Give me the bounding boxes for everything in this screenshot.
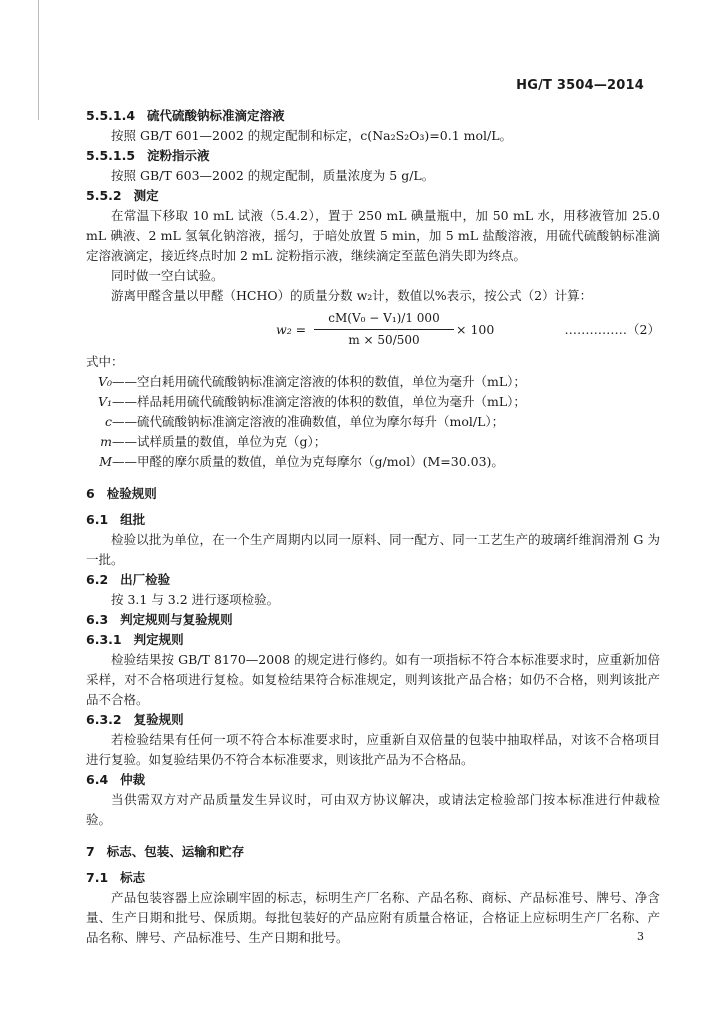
formula-tail: × 100 (456, 322, 495, 337)
heading-7: 7 标志、包装、运输和贮存 (86, 844, 245, 859)
heading-71: 7.1 标志 (86, 870, 146, 885)
para-631: 检验结果按 GB/T 8170—2008 的规定进行修约。如有一项指标不符合本标准要求时，应重新加倍采样，对不合格项进行复检。如复检结果符合标准规定，则判该批产品合格；如仍不合格，则判该批产品不合格。 (86, 652, 660, 707)
para-71: 产品包装容器上应涂刷牢固的标志，标明生产厂名称、产品名称、商标、产品标准号、牌号、净含量、生产日期和批号、保质期。每批包装好的产品应附有质量合格证，合格证上应标明生产厂名称、产品名称、牌号、产品标准号、生产日期和批号。 (86, 890, 660, 945)
page-number: 3 (637, 930, 644, 943)
heading-6: 6 检验规则 (86, 486, 157, 501)
standard-code: HG/T 3504—2014 (516, 78, 644, 93)
var-c: c——硫代硫酸钠标准滴定溶液的准确数值，单位为摩尔每升（mol/L）； (104, 414, 505, 429)
heading-552: 5.5.2 测定 (86, 188, 159, 203)
formula-2 (86, 308, 660, 348)
para-5515: 按照 GB/T 603—2002 的规定配制，质量浓度为 5 g/L。 (111, 168, 435, 183)
heading-61: 6.1 组批 (86, 512, 146, 527)
heading-631: 6.3.1 判定规则 (86, 632, 184, 647)
formula-denominator: m × 50/500 (348, 333, 420, 347)
var-m: m——试样质量的数值，单位为克（g）； (100, 434, 327, 449)
formula-fraction (314, 308, 454, 350)
para-632: 若检验结果有任何一项不符合本标准要求时，应重新自双倍量的包装中抽取样品，对该不合格项目进行复验。如复验结果仍不符合本标准要求，则该批产品为不合格品。 (86, 732, 660, 767)
heading-5514: 5.5.1.4 硫代硫酸钠标准滴定溶液 (86, 108, 285, 123)
heading-63: 6.3 判定规则与复验规则 (86, 612, 233, 627)
para-62: 按 3.1 与 3.2 进行逐项检验。 (111, 592, 280, 607)
para-552-1: 在常温下移取 10 mL 试液（5.4.2），置于 250 mL 碘量瓶中，加 50 mL 水，用移液管加 25.0 mL 碘液、2 mL 氢氧化钠溶液，摇匀，于暗处放置 5 min，加 5 mL 盐酸溶液，用硫代硫酸钠标准滴定溶液滴定，接近终点时加 2 mL 淀粉指示液，继续滴定至蓝色消失即为终点。 (86, 208, 660, 263)
heading-632: 6.3.2 复验规则 (86, 712, 184, 727)
heading-62: 6.2 出厂检验 (86, 572, 171, 587)
formula-number: ……………（2） (564, 322, 660, 337)
var-M: M——甲醛的摩尔质量的数值，单位为克每摩尔（g/mol）(M=30.03)。 (99, 454, 504, 469)
heading-64: 6.4 仲裁 (86, 772, 146, 787)
var-v0: V₀——空白耗用硫代硫酸钠标准滴定溶液的体积的数值，单位为毫升（mL）； (97, 374, 526, 389)
para-5514: 按照 GB/T 601—2002 的规定配制和标定，c(Na₂S₂O₃)=0.1 mol/L。 (111, 128, 513, 143)
binding-line (38, 0, 39, 120)
heading-5515: 5.5.1.5 淀粉指示液 (86, 148, 210, 163)
page-content (86, 106, 660, 948)
formula-numerator: cM(V₀ − V₁)/1 000 (314, 308, 454, 330)
para-61: 检验以批为单位，在一个生产周期内以同一原料、同一配方、同一工艺生产的玻璃纤维润滑剂 G 为一批。 (86, 532, 660, 567)
para-552-3: 游离甲醛含量以甲醛（HCHO）的质量分数 w₂计，数值以%表示，按公式（2）计算： (111, 288, 593, 303)
formula-lhs: w₂ = (276, 322, 307, 337)
var-v1: V₁——样品耗用硫代硫酸钠标准滴定溶液的体积的数值，单位为毫升（mL）； (97, 394, 526, 409)
where-label: 式中： (86, 354, 124, 369)
para-64: 当供需双方对产品质量发生异议时，可由双方协议解决，或请法定检验部门按本标准进行仲裁检验。 (86, 792, 660, 827)
para-552-2: 同时做一空白试验。 (111, 268, 224, 283)
